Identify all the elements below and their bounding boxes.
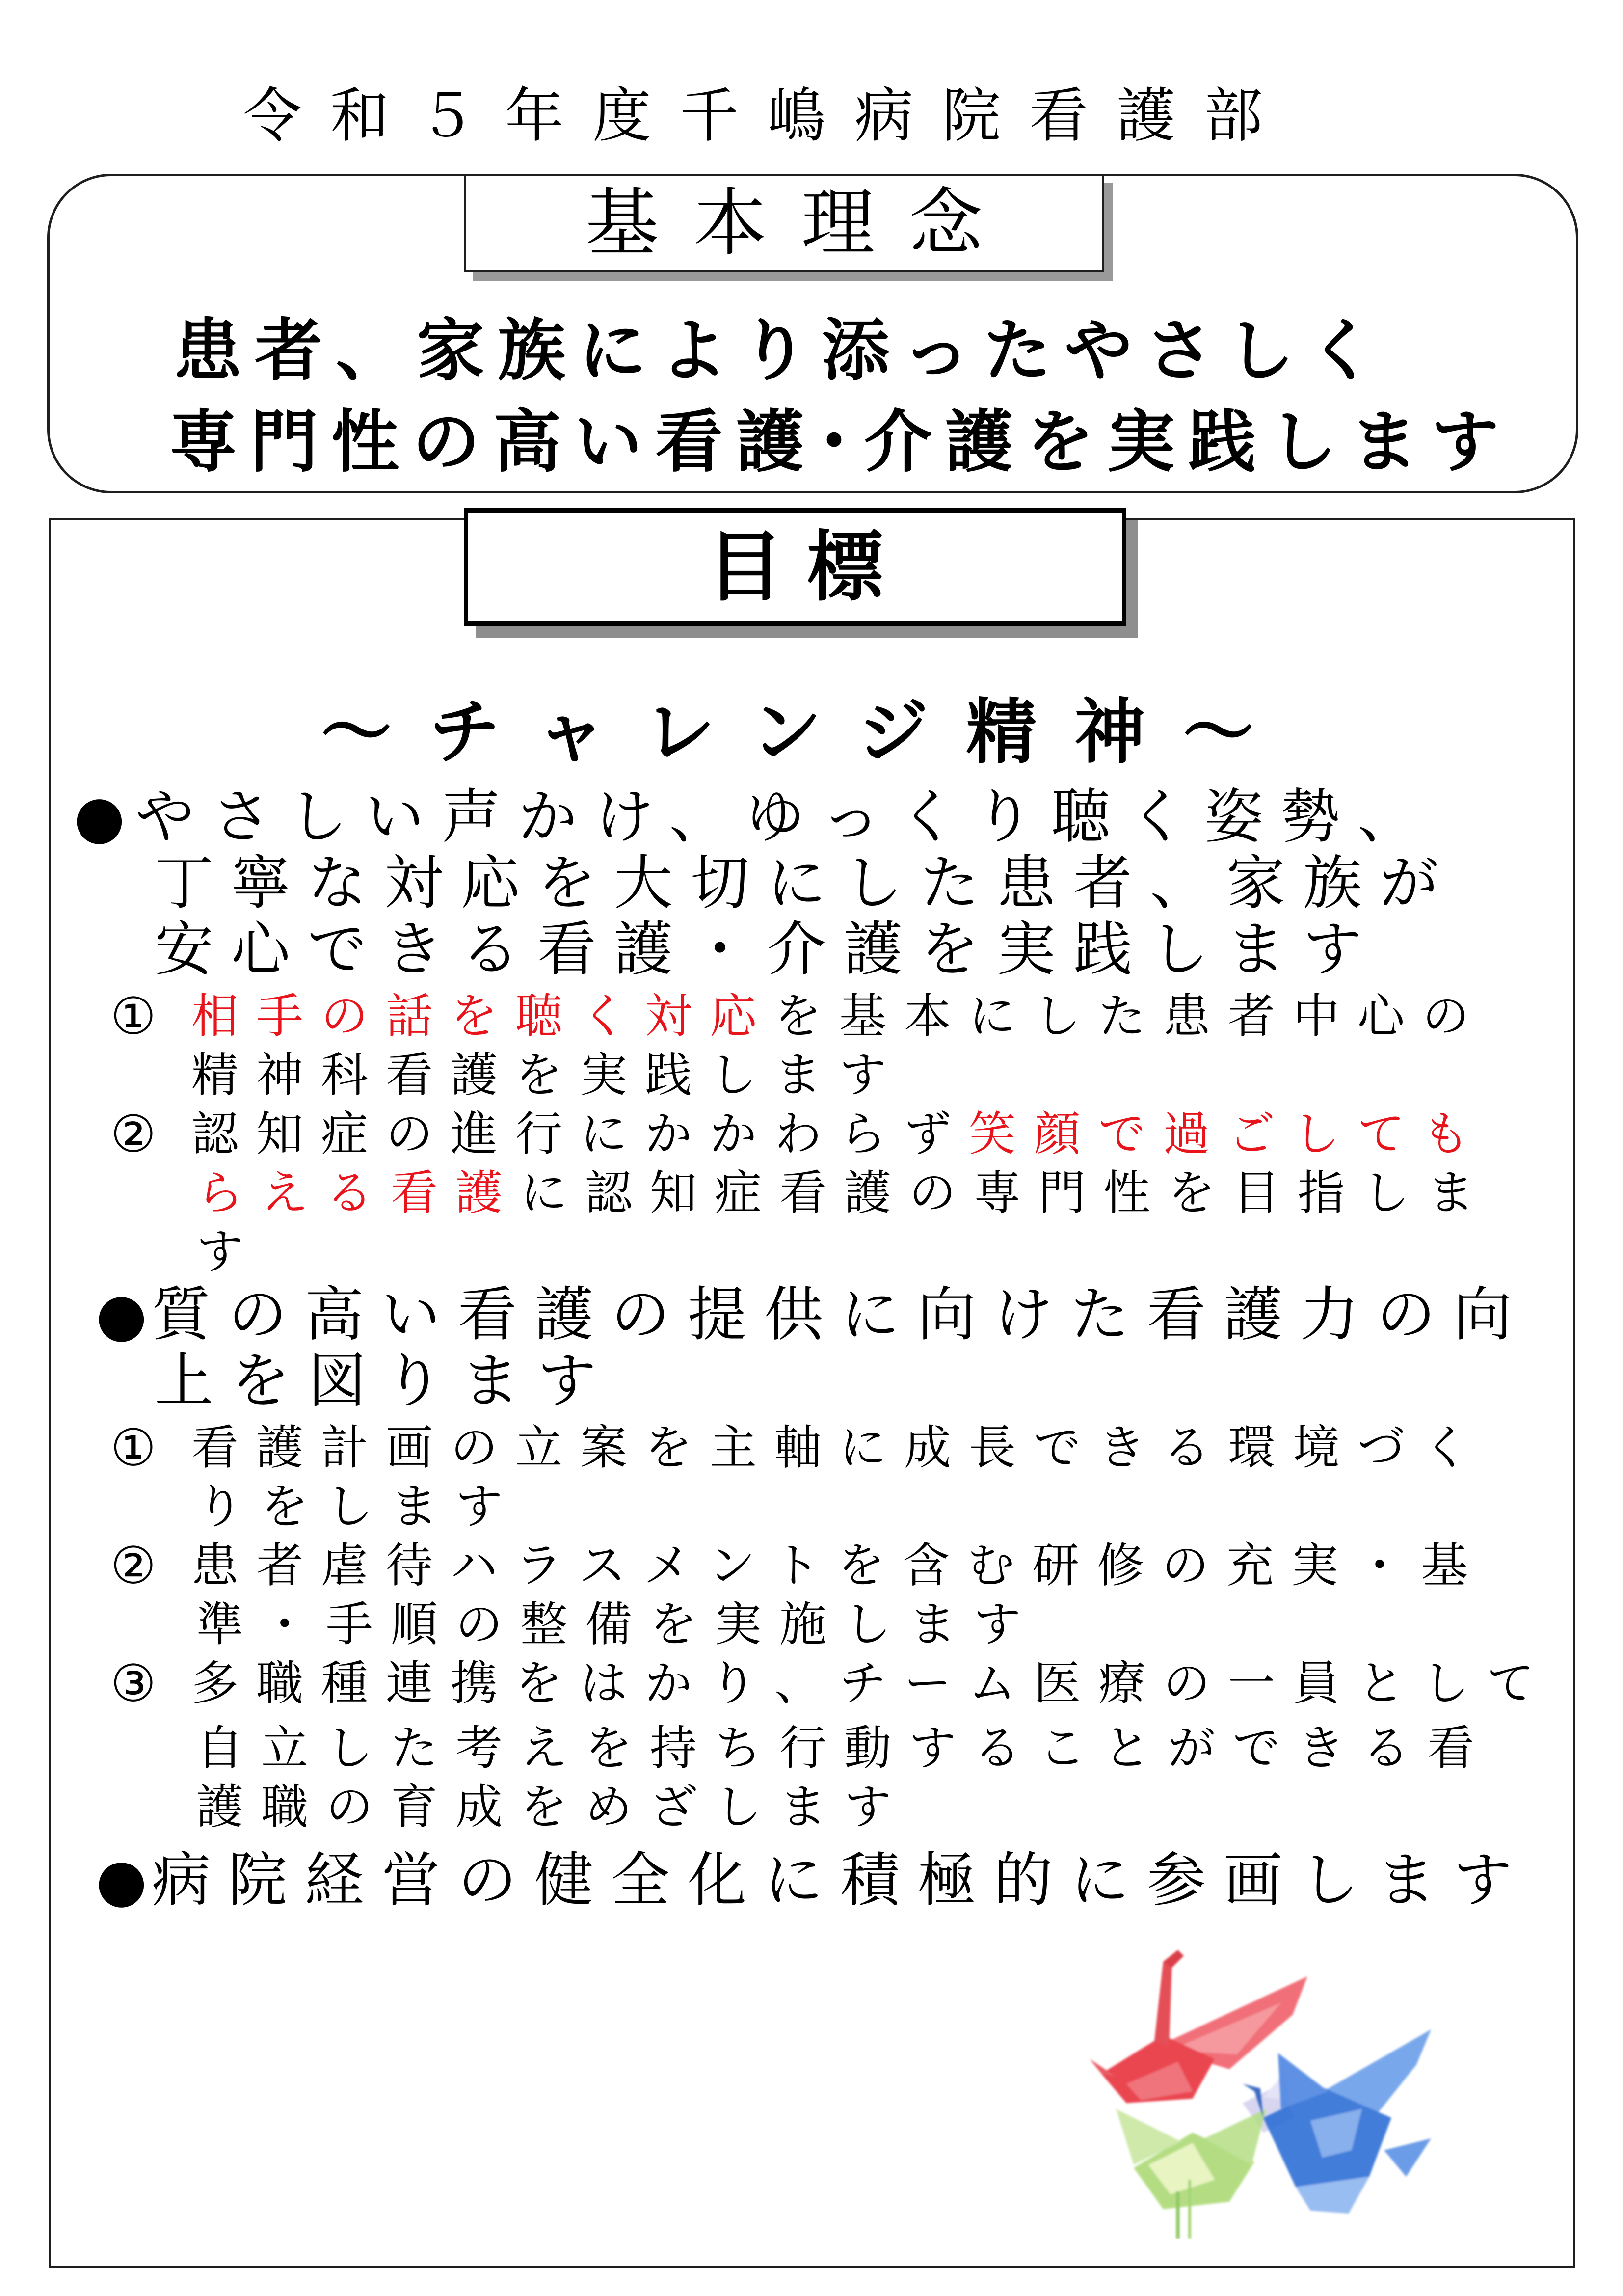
goal-bullet-line bbox=[74, 783, 1434, 852]
page-header-title: 令和５年度千嶋病院看護部 bbox=[243, 82, 1291, 150]
goal-item-text bbox=[196, 1165, 1492, 1220]
item-text-segment: 自立した考えを持ち行動することができる看 bbox=[196, 1721, 1492, 1776]
philosophy-line: 患者、家族により添ったやさしく bbox=[174, 310, 1389, 390]
goal-item-text bbox=[196, 1224, 261, 1279]
item-text-segment: に認知症看護の専門性を目指しま bbox=[520, 1165, 1492, 1220]
goal-bullet-line bbox=[96, 1846, 1530, 1915]
goal-item-text bbox=[196, 1721, 1492, 1776]
item-text-segment: す bbox=[196, 1224, 261, 1279]
item-text-segment: を基本にした患者中心の bbox=[774, 989, 1487, 1044]
item-number: ② bbox=[110, 1104, 157, 1164]
goal-bullet-line bbox=[96, 1281, 1530, 1350]
goal-item-text bbox=[191, 1107, 1487, 1162]
goal-bullet-text: 安心できる看護・介護を実践します bbox=[155, 916, 1380, 984]
goal-bullet-text: 上を図ります bbox=[155, 1347, 614, 1415]
item-text-segment: 精神科看護を実践します bbox=[191, 1048, 904, 1103]
item-number: ② bbox=[110, 1536, 157, 1595]
goal-bullet-text: やさしい声かけ、ゆっくり聴く姿勢、 bbox=[135, 783, 1434, 851]
bullet-icon: ● bbox=[74, 783, 125, 851]
goal-item-text bbox=[191, 1538, 1486, 1593]
goal-item-line bbox=[110, 1538, 1486, 1593]
philosophy-heading-box bbox=[464, 174, 1104, 272]
goals-slogan: 〜チャレンジ精神〜 bbox=[321, 690, 1292, 773]
goal-item-text bbox=[191, 989, 1487, 1044]
item-text-segment: らえる看護 bbox=[196, 1165, 520, 1220]
item-text-segment: 護職の育成をめざします bbox=[196, 1780, 909, 1835]
paper-cranes-icon bbox=[1090, 1944, 1436, 2239]
goal-item-text bbox=[196, 1597, 1038, 1652]
philosophy-heading: 基本理念 bbox=[585, 180, 1017, 266]
item-text-segment: 多職種連携をはかり、チーム医療の一員として bbox=[191, 1656, 1552, 1711]
goal-item-text bbox=[191, 1656, 1552, 1711]
goal-item-line bbox=[110, 1418, 1487, 1478]
goal-item-text bbox=[191, 1048, 904, 1103]
bullet-icon: ● bbox=[96, 1281, 147, 1349]
item-number: ① bbox=[110, 986, 157, 1046]
item-number: ① bbox=[110, 1418, 157, 1478]
goal-item-line bbox=[110, 1653, 1552, 1713]
blue-crane bbox=[1243, 2029, 1431, 2214]
goal-item-text bbox=[196, 1780, 909, 1835]
item-text-segment: 準・手順の整備を実施します bbox=[196, 1597, 1038, 1652]
red-crane bbox=[1090, 1950, 1307, 2103]
item-text-segment: 笑顔で過ごしても bbox=[969, 1107, 1487, 1162]
bullet-icon: ● bbox=[96, 1846, 147, 1915]
goal-item-line bbox=[110, 1104, 1487, 1164]
item-text-segment: 患者虐待ハラスメントを含む研修の充実・基 bbox=[191, 1538, 1486, 1593]
item-text-segment: りをします bbox=[196, 1479, 520, 1534]
philosophy-line: 専門性の高い看護･介護を実践します bbox=[169, 402, 1513, 482]
goals-heading: 目標 bbox=[707, 522, 907, 612]
item-text-segment: 相手の話を聴く対応 bbox=[191, 989, 774, 1044]
item-number: ③ bbox=[110, 1653, 157, 1713]
green-crane bbox=[1116, 2109, 1266, 2239]
goal-bullet-text: 丁寧な対応を大切にした患者、家族が bbox=[155, 849, 1456, 918]
goal-item-line bbox=[110, 986, 1487, 1046]
item-text-segment: 看護計画の立案を主軸に成長できる環境づく bbox=[191, 1420, 1487, 1475]
goal-item-text bbox=[191, 1420, 1487, 1475]
goal-bullet-text: 質の高い看護の提供に向けた看護力の向 bbox=[152, 1281, 1530, 1349]
item-text-segment: 認知症の進行にかかわらず bbox=[191, 1107, 969, 1162]
goals-heading-box bbox=[464, 508, 1126, 626]
goal-item-text bbox=[196, 1479, 520, 1534]
goal-bullet-text: 病院経営の健全化に積極的に参画します bbox=[152, 1846, 1530, 1915]
